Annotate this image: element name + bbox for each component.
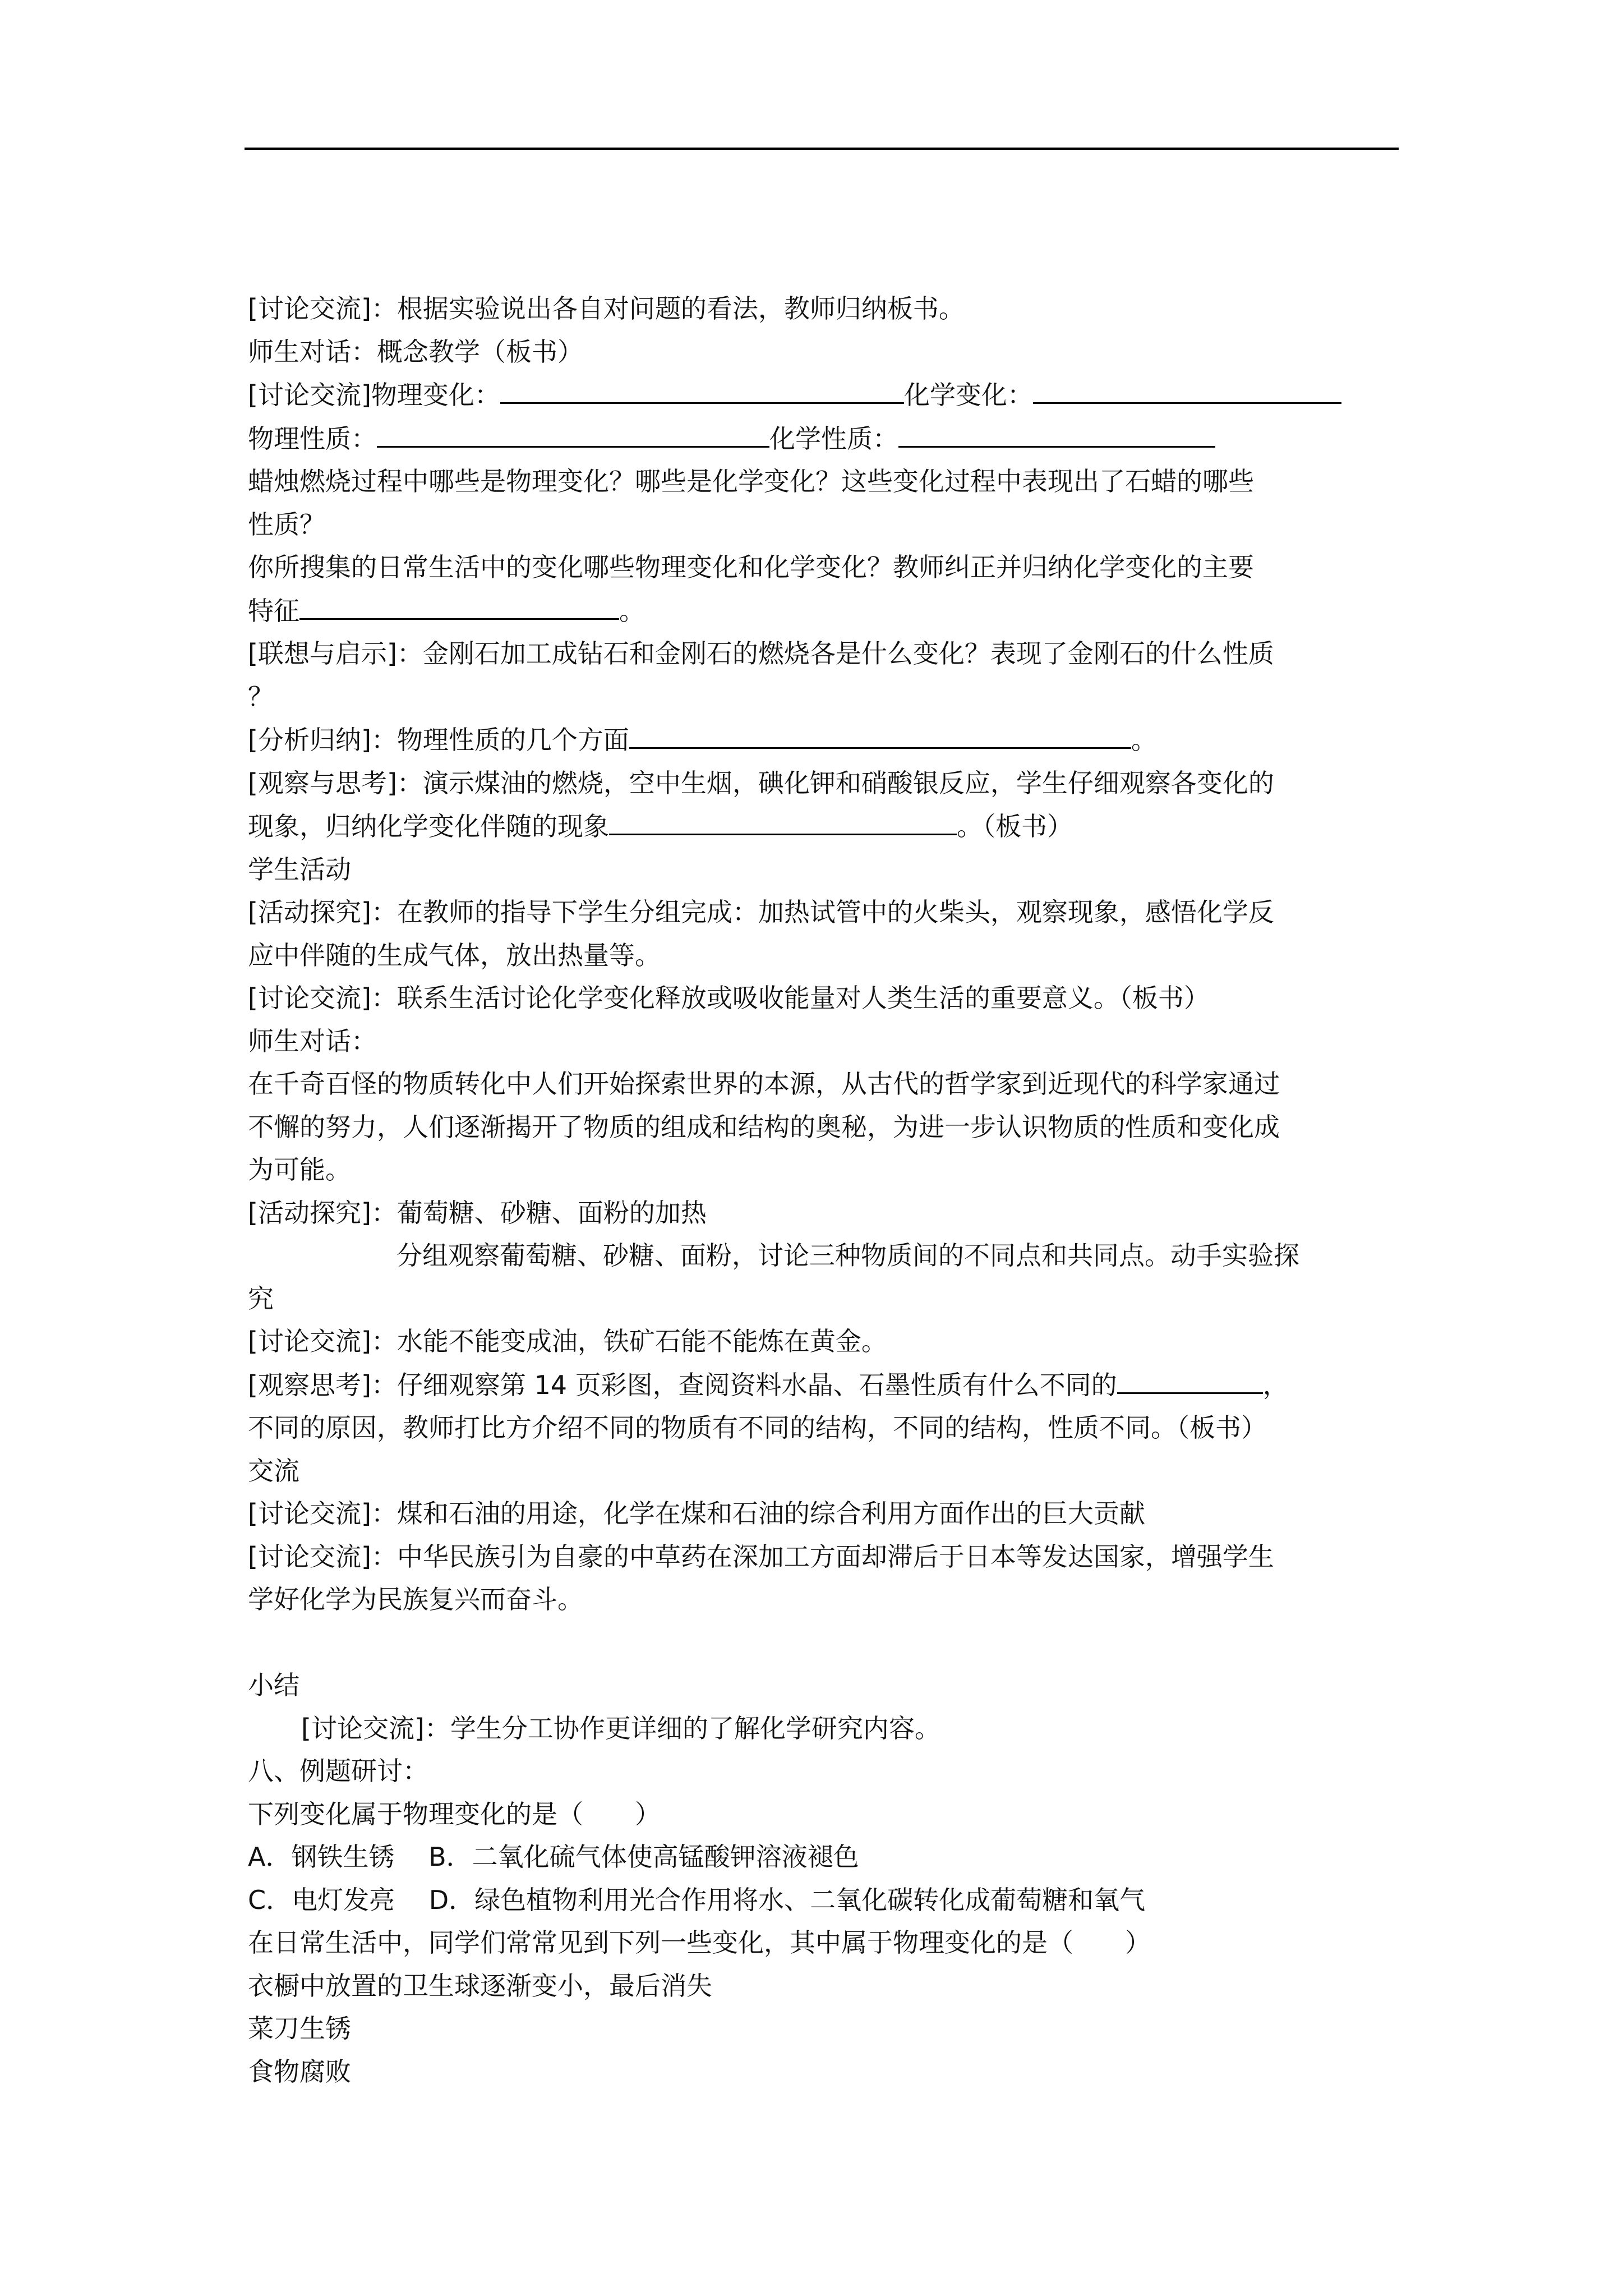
label: [观察思考]：仔细观察第 14 页彩图，查阅资料水晶、石墨性质有什么不同的 — [248, 1369, 1117, 1400]
text-line: 性质？ — [248, 509, 325, 540]
text-line: [活动探究]：在教师的指导下学生分组完成：加热试管中的火柴头，观察现象，感悟化学反 — [248, 897, 1274, 927]
question-stem: 下列变化属于物理变化的是（ ） — [248, 1798, 661, 1829]
section-heading: 小结 — [248, 1670, 299, 1700]
answer-option: 菜刀生锈 — [248, 2013, 351, 2044]
label: 现象，归纳化学变化伴随的现象 — [248, 811, 609, 841]
text-line: 交流 — [248, 1455, 299, 1486]
label: 特征 — [248, 595, 299, 626]
text-line: [联想与启示]：金刚石加工成钻石和金刚石的燃烧各是什么变化？表现了金刚石的什么性质 — [248, 638, 1274, 669]
text-line — [248, 373, 1403, 417]
label: 。 — [619, 595, 645, 626]
fill-in-blank — [1117, 1363, 1263, 1394]
fill-in-blank — [629, 718, 1131, 749]
fill-in-blank — [609, 804, 957, 835]
text-line: [讨论交流]：根据实验说出各自对问题的看法，教师归纳板书。 — [248, 293, 965, 324]
text-line — [248, 1363, 1403, 1407]
text-line: [讨论交流]：煤和石油的用途，化学在煤和石油的综合利用方面作出的巨大贡献 — [248, 1498, 1145, 1529]
text-line: 师生对话：概念教学（板书） — [248, 336, 583, 367]
header-rule — [245, 148, 1399, 150]
document-body — [248, 287, 1403, 2093]
fill-in-blank — [500, 373, 904, 404]
text-line: 不同的原因，教师打比方介绍不同的物质有不同的结构，不同的结构，性质不同。（板书） — [248, 1412, 1267, 1443]
fill-in-blank — [898, 417, 1215, 448]
text-line — [248, 417, 1403, 461]
text-line: 不懈的努力，人们逐渐揭开了物质的组成和结构的奥秘，为进一步认识物质的性质和变化成 — [248, 1111, 1280, 1142]
label: [讨论交流]物理变化： — [248, 380, 500, 410]
text-line: 师生对话： — [248, 1025, 377, 1056]
text-line: 为可能。 — [248, 1154, 351, 1185]
text-line: [观察与思考]：演示煤油的燃烧，空中生烟，碘化钾和硝酸银反应，学生仔细观察各变化的 — [248, 767, 1274, 798]
text-line: 在千奇百怪的物质转化中人们开始探索世界的本源，从古代的哲学家到近现代的科学家通过 — [248, 1069, 1280, 1099]
text-line: [讨论交流]：水能不能变成油，铁矿石能不能炼在黄金。 — [248, 1326, 887, 1356]
paragraph-gap — [248, 1621, 1403, 1664]
text-line: [讨论交流]：联系生活讨论化学变化释放或吸收能量对人类生活的重要意义。（板书） — [248, 983, 1210, 1013]
text-line: 学好化学为民族复兴而奋斗。 — [248, 1584, 583, 1614]
text-line: ？ — [248, 681, 274, 712]
label: 。（板书） — [957, 811, 1073, 841]
answer-option: 衣橱中放置的卫生球逐渐变小，最后消失 — [248, 1970, 712, 2001]
answer-options: A．钢铁生锈 B．二氧化硫气体使高锰酸钾溶液褪色 — [248, 1842, 859, 1872]
text-line: 究 — [248, 1283, 274, 1314]
text-line: [讨论交流]：中华民族引为自豪的中草药在深加工方面却滞后于日本等发达国家，增强学生 — [248, 1541, 1274, 1572]
label: [分析归纳]：物理性质的几个方面 — [248, 725, 629, 755]
answer-option: 食物腐败 — [248, 2056, 351, 2087]
answer-options: C．电灯发亮 D．绿色植物利用光合作用将水、二氧化碳转化成葡萄糖和氧气 — [248, 1884, 1146, 1915]
label: 物理性质： — [248, 423, 377, 454]
label: 。 — [1131, 725, 1157, 755]
fill-in-blank — [1033, 373, 1341, 404]
label: 化学性质： — [769, 423, 898, 454]
text-line — [248, 589, 1403, 633]
fill-in-blank — [299, 589, 619, 620]
text-line: 你所搜集的日常生活中的变化哪些物理变化和化学变化？教师纠正并归纳化学变化的主要 — [248, 552, 1254, 582]
label: ， — [1262, 1369, 1289, 1400]
question-stem: 在日常生活中，同学们常常见到下列一些变化，其中属于物理变化的是（ ） — [248, 1927, 1151, 1958]
text-line: 应中伴随的生成气体，放出热量等。 — [248, 940, 661, 970]
text-line: [活动探究]：葡萄糖、砂糖、面粉的加热 — [248, 1197, 707, 1228]
text-line — [248, 718, 1403, 762]
text-line — [248, 804, 1403, 848]
section-heading: 八、例题研讨： — [248, 1756, 428, 1786]
label: 化学变化： — [903, 380, 1033, 410]
text-line: 分组观察葡萄糖、砂糖、面粉，讨论三种物质间的不同点和共同点。动手实验探 — [396, 1240, 1299, 1271]
text-line: 学生活动 — [248, 854, 351, 885]
text-line: [讨论交流]：学生分工协作更详细的了解化学研究内容。 — [301, 1713, 940, 1743]
text-line: 蜡烛燃烧过程中哪些是物理变化？哪些是化学变化？这些变化过程中表现出了石蜡的哪些 — [248, 466, 1254, 496]
fill-in-blank — [377, 417, 769, 448]
